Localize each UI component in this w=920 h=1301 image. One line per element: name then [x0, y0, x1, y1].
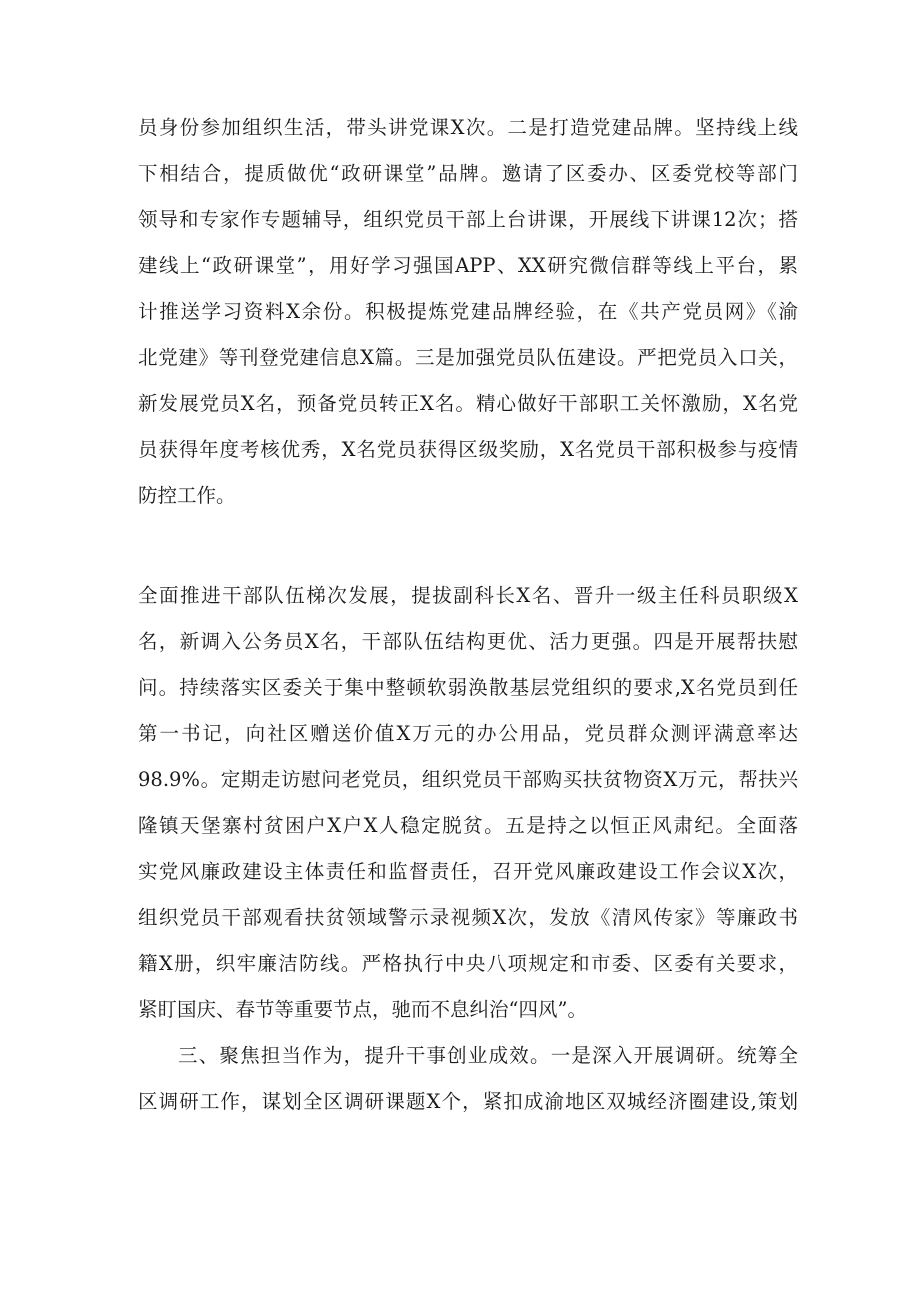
text-line: 98.9%。定期走访慰问老党员，组织党员干部购买扶贫物资X万元，帮扶兴 — [138, 768, 798, 791]
text-line: 隆镇天堡寨村贫困户X户X人稳定脱贫。五是持之以恒正风肃纪。全面落 — [138, 814, 798, 837]
text-line: 北党建》等刊登党建信息X篇。三是加强党员队伍建设。严把党员入口关， — [138, 346, 798, 369]
text-line: 新发展党员X名，预备党员转正X名。精心做好干部职工关怀激励，X名党 — [138, 392, 798, 415]
text-line: 籍X册，织牢廉洁防线。严格执行中央八项规定和市委、区委有关要求， — [138, 952, 798, 975]
text-line: 区调研工作，谋划全区调研课题X个，紧扣成渝地区双城经济圈建设,策划 — [138, 1090, 798, 1113]
text-line: 员身份参加组织生活，带头讲党课X次。二是打造党建品牌。坚持线上线 — [138, 116, 798, 139]
text-line: 实党风廉政建设主体责任和监督责任，召开党风廉政建设工作会议X次， — [138, 860, 798, 883]
text-line: 领导和专家作专题辅导，组织党员干部上台讲课，开展线下讲课12次；搭 — [138, 208, 798, 231]
text-line: 名，新调入公务员X名，干部队伍结构更优、活力更强。四是开展帮扶慰 — [138, 630, 798, 653]
text-line: 建线上“政研课堂”，用好学习强国APP、XX研究微信群等线上平台，累 — [138, 254, 798, 277]
text-line: 第一书记，向社区赠送价值X万元的办公用品，党员群众测评满意率达 — [138, 722, 798, 745]
text-line: 紧盯国庆、春节等重要节点，驰而不息纠治“四风”。 — [138, 998, 587, 1021]
text-line: 下相结合，提质做优“政研课堂”品牌。邀请了区委办、区委党校等部门 — [138, 162, 798, 185]
text-line: 计推送学习资料X余份。积极提炼党建品牌经验，在《共产党员网》《渝 — [138, 300, 798, 323]
text-line: 员获得年度考核优秀，X名党员获得区级奖励，X名党员干部积极参与疫情 — [138, 438, 798, 461]
section-heading-line: 三、聚焦担当作为，提升干事创业成效。一是深入开展调研。统筹全 — [178, 1044, 798, 1067]
text-line: 防控工作。 — [138, 484, 236, 507]
text-line: 全面推进干部队伍梯次发展，提拔副科长X名、晋升一级主任科员职级X — [138, 584, 798, 607]
text-line: 组织党员干部观看扶贫领域警示录视频X次，发放《清风传家》等廉政书 — [138, 906, 798, 929]
text-line: 问。持续落实区委关于集中整顿软弱涣散基层党组织的要求,X名党员到任 — [138, 676, 798, 699]
